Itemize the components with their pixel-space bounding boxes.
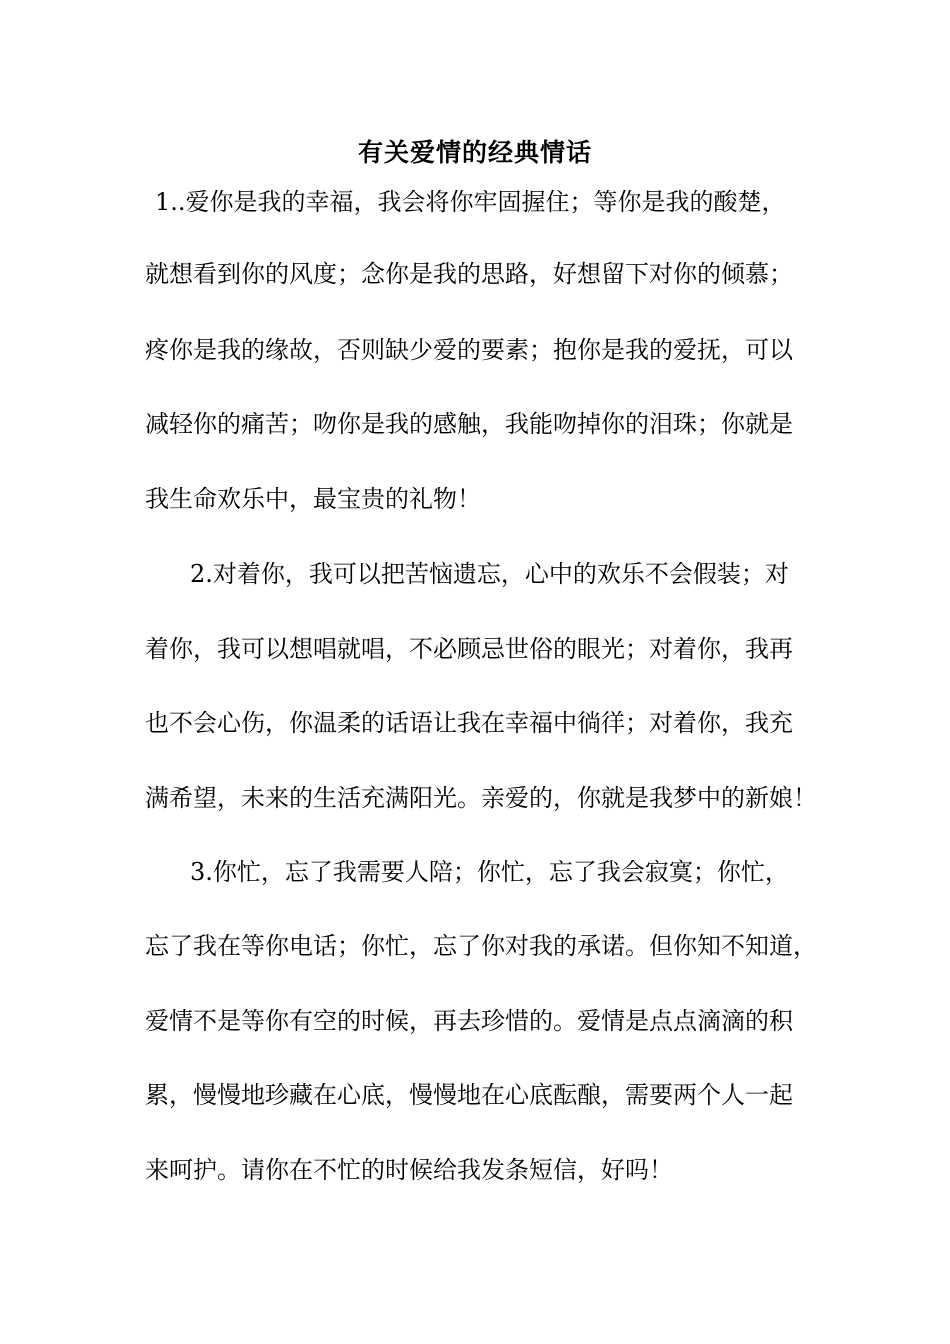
paragraph-3-line-1: 3.你忙，忘了我需要人陪；你忙，忘了我会寂寞；你忙， — [190, 858, 789, 886]
paragraph-2-line-3: 也不会心伤，你温柔的话语让我在幸福中徜徉；对着你，我充 — [145, 709, 793, 737]
paragraph-3-line-2: 忘了我在等你电话；你忙，忘了你对我的承诺。但你知不知道， — [145, 932, 817, 960]
paragraph-2-line-2: 着你，我可以想唱就唱，不必顾忌世俗的眼光；对着你，我再 — [145, 635, 793, 663]
paragraph-2-line-4: 满希望，未来的生活充满阳光。亲爱的，你就是我梦中的新娘！ — [145, 784, 817, 812]
paragraph-1-line-1: 1..爱你是我的幸福，我会将你牢固握住；等你是我的酸楚， — [155, 188, 786, 216]
paragraph-2-line-1: 2.对着你，我可以把苦恼遗忘，心中的欢乐不会假装；对 — [190, 560, 789, 588]
paragraph-3-line-5: 来呵护。请你在不忙的时候给我发条短信，好吗！ — [145, 1156, 673, 1184]
paragraph-1-line-2: 就想看到你的风度；念你是我的思路，好想留下对你的倾慕； — [145, 260, 793, 288]
paragraph-3-line-3: 爱情不是等你有空的时候，再去珍惜的。爱情是点点滴滴的积 — [145, 1007, 793, 1035]
paragraph-1-line-4: 减轻你的痛苦；吻你是我的感触，我能吻掉你的泪珠；你就是 — [145, 410, 793, 438]
paragraph-1-line-5: 我生命欢乐中，最宝贵的礼物！ — [145, 485, 481, 513]
paragraph-1-line-3: 疼你是我的缘故，否则缺少爱的要素；抱你是我的爱抚，可以 — [145, 336, 793, 364]
document-title: 有关爱情的经典情话 — [357, 138, 592, 167]
paragraph-3-line-4: 累，慢慢地珍藏在心底，慢慢地在心底酝酿，需要两个人一起 — [145, 1081, 793, 1109]
